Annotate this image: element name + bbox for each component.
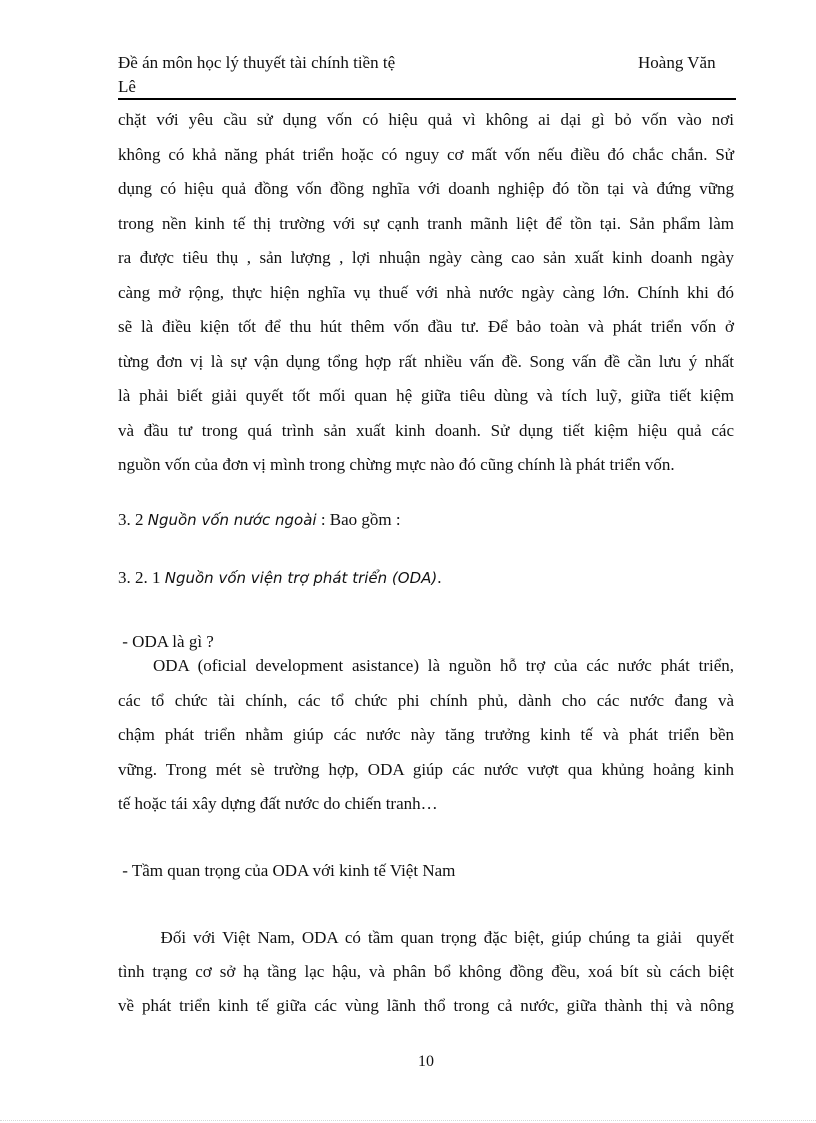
text-line: các tổ chức tài chính, các tổ chức phi chính phủ, dành cho các nước đang và (118, 690, 734, 710)
section-heading-3-2-1 (118, 567, 441, 589)
section-number: 3. 2. 1 (118, 568, 165, 587)
text-line: càng mở rộng, thực hiện nghĩa vụ thuế với nhà nước ngày càng lớn. Chính khi đó (118, 282, 734, 302)
paragraph-oda-definition (118, 649, 734, 822)
text-line: chặt với yêu cầu sử dụng vốn có hiệu quả vì không ai dại gì bỏ vốn vào nơi (118, 110, 734, 129)
text-line: chậm phát triển nhằm giúp các nước này tăng trưởng kinh tế và phát triển bền (118, 725, 734, 744)
text-line: Đối với Việt Nam, ODA có tầm quan trọng đặc biệt, giúp chúng ta giải quyết (118, 928, 734, 947)
text-line: tế hoặc tái xây dựng đất nước do chiến tranh… (118, 794, 438, 813)
paragraph-oda-vietnam (118, 921, 734, 1023)
oda-question: - ODA là gì ? (118, 632, 214, 651)
text-line: nguồn vốn của đơn vị mình trong chừng mực nào đó cũng chính là phát triển vốn. (118, 455, 675, 474)
paragraph-capital-efficiency (118, 103, 734, 483)
page-number: 10 (418, 1053, 434, 1070)
section-number: 3. 2 (118, 510, 148, 529)
text-line: trong nền kinh tế thị trường với sự cạnh tranh mãnh liệt để tồn tại. Sản phẩm làm (118, 213, 734, 233)
section-suffix: . (437, 568, 442, 587)
author-name: Hoàng Văn (638, 53, 716, 72)
text-line: và đầu tư trong quá trình sản xuất kinh doanh. Sử dụng tiết kiệm hiệu quả các (118, 420, 734, 440)
text-line: từng đơn vị là sự vận dụng tổng hợp rất nhiều vấn đề. Song vấn đề cần lưu ý nhất (118, 351, 734, 371)
section-suffix: : Bao gồm : (316, 510, 401, 529)
text-line: sẽ là điều kiện tốt để thu hút thêm vốn đầu tư. Để bảo toàn và phát triển vốn ở (118, 317, 734, 336)
importance-heading: - Tầm quan trọng của ODA với kinh tế Việt Nam (118, 861, 456, 880)
author-name-wrap: Lê (118, 77, 136, 96)
text-line: là phải biết giải quyết tốt mối quan hệ giữa tiêu dùng và tích luỹ, giữa tiết kiệm (118, 386, 734, 405)
text-line: ODA (oficial development asistance) là nguồn hỗ trợ của các nước phát triển, (118, 656, 734, 675)
section-title: Nguồn vốn nước ngoài (147, 511, 317, 529)
section-heading-3-2 (118, 509, 401, 531)
text-line: tình trạng cơ sở hạ tầng lạc hậu, và phân bổ không đồng đều, xoá bít sù cách biệt (118, 962, 734, 981)
section-title: Nguồn vốn viện trợ phát triển (ODA) (164, 569, 438, 587)
text-line: không có khả năng phát triển hoặc có nguy cơ mất vốn nếu điều đó chắc chắn. Sử (118, 144, 734, 164)
text-line: vững. Trong mét sè trường hợp, ODA giúp các nước vượt qua khủng hoảng kinh (118, 759, 734, 779)
text-line: ra được tiêu thụ , sản lượng , lợi nhuận ngày càng cao sản xuất kinh doanh ngày (118, 248, 734, 267)
text-line: dụng có hiệu quả đồng vốn đồng nghĩa với doanh nghiệp đó tồn tại và đứng vững (118, 179, 734, 198)
page-bottom-border (0, 1120, 816, 1121)
header-divider (118, 98, 736, 100)
document-title: Đề án môn học lý thuyết tài chính tiền tệ (118, 53, 396, 72)
text-line: về phát triển kinh tế giữa các vùng lãnh thổ trong cả nước, giữa thành thị và nông (118, 996, 734, 1015)
